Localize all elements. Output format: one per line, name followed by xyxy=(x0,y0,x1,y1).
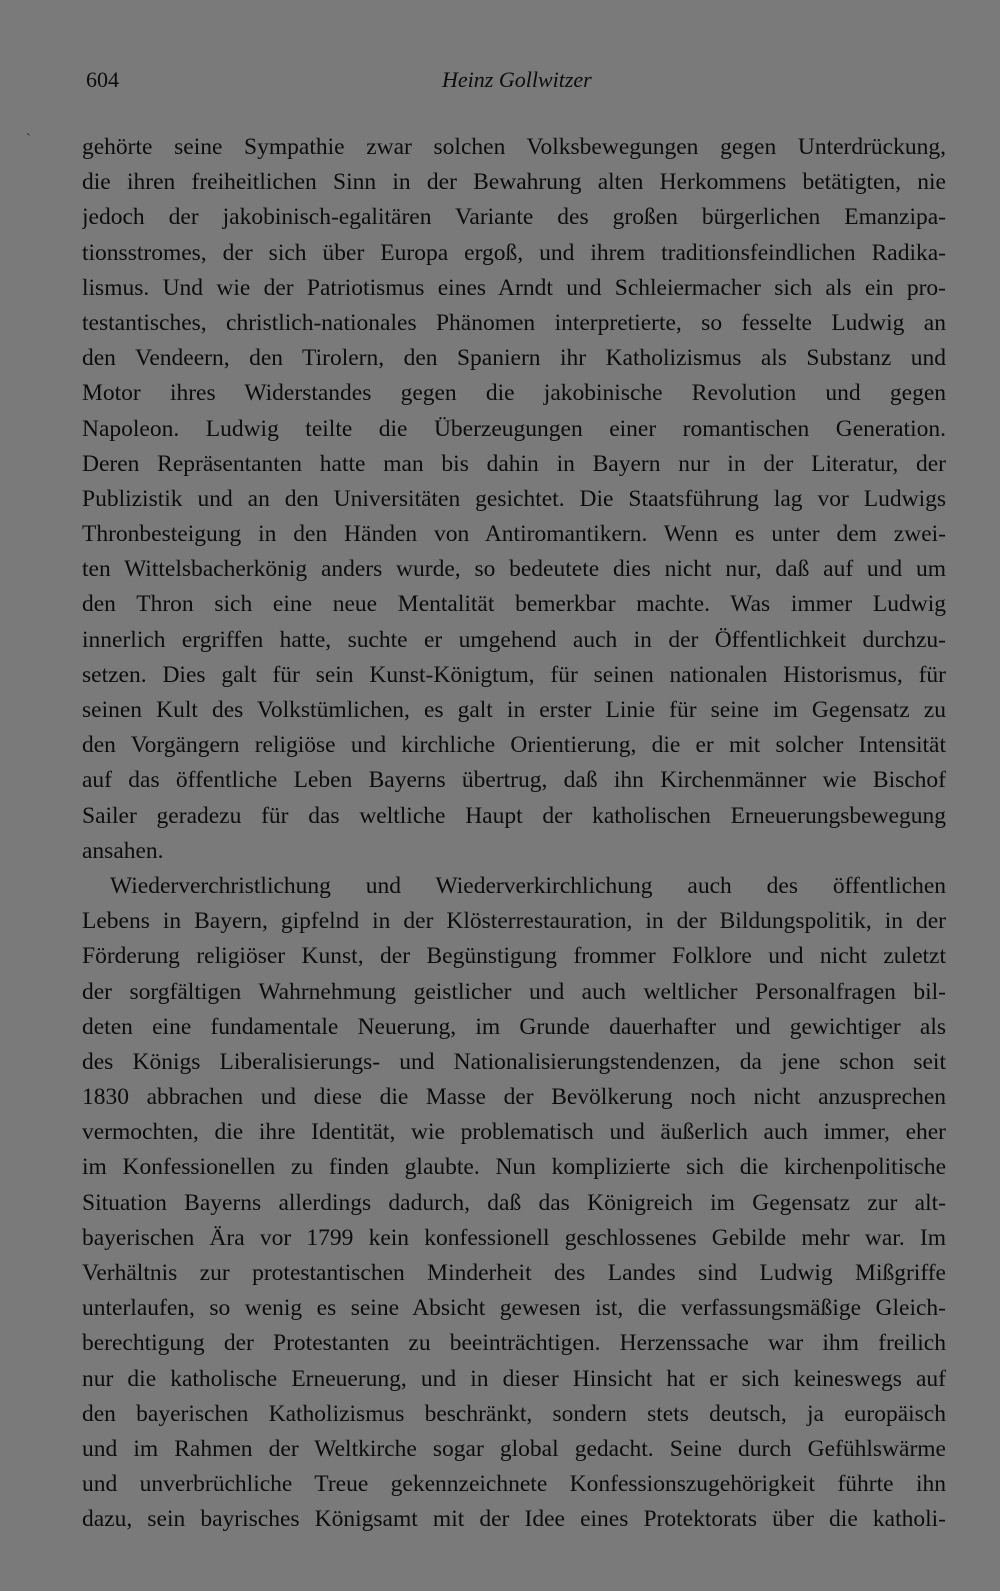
text-line: Verhältnis zur protestantischen Minderheit des Landes sind Ludwig Mißgriffe xyxy=(82,1260,946,1286)
text-line: auf das öffentliche Leben Bayerns übertrug, daß ihn Kirchenmänner wie Bischof xyxy=(82,767,946,794)
text-line: bayerischen Ära vor 1799 kein konfessionell geschlossenes Gebilde mehr war. Im xyxy=(82,1224,946,1251)
body-text xyxy=(82,130,946,1538)
text-line: Deren Repräsentanten hatte man bis dahin in Bayern nur in der Literatur, der xyxy=(82,450,946,477)
running-head xyxy=(86,62,596,98)
text-line: gehörte seine Sympathie zwar solchen Volksbewegungen gegen Unterdrückung, xyxy=(82,134,946,160)
text-line: die ihren freiheitlichen Sinn in der Bewahrung alten Herkommens betätigten, nie xyxy=(82,169,946,196)
text-line: jedoch der jakobinisch-egalitären Variante des großen bürgerlichen Emanzipa- xyxy=(82,204,946,231)
text-line: 1830 abbrachen und diese die Masse der Bevölkerung noch nicht anzusprechen xyxy=(82,1084,946,1111)
page-number: 604 xyxy=(86,67,119,92)
text-line: Sailer geradezu für das weltliche Haupt der katholischen Erneuerungsbewegung xyxy=(82,802,946,829)
text-line: Lebens in Bayern, gipfelnd in der Klösterrestauration, in der Bildungspolitik, in der xyxy=(82,908,946,935)
text-line: nur die katholische Erneuerung, und in dieser Hinsicht hat er sich keineswegs auf xyxy=(82,1365,946,1392)
text-line: ansahen. xyxy=(82,837,164,864)
text-line: innerlich ergriffen hatte, suchte er umgehend auch in der Öffentlichkeit durchzu- xyxy=(82,626,946,653)
text-line: und unverbrüchliche Treue gekennzeichnete Konfessionszugehörigkeit führte ihn xyxy=(82,1471,946,1498)
text-line: Situation Bayerns allerdings dadurch, daß das Königreich im Gegensatz zur alt- xyxy=(82,1189,946,1216)
text-line: tionsstromes, der sich über Europa ergoß, und ihrem traditionsfeindlichen Radika- xyxy=(82,239,946,266)
text-line: Förderung religiöser Kunst, der Begünstigung frommer Folklore und nicht zuletzt xyxy=(82,943,946,970)
text-line: deten eine fundamentale Neuerung, im Grunde dauerhafter und gewichtiger als xyxy=(82,1013,946,1040)
text-line: ten Wittelsbacherkönig anders wurde, so bedeutete dies nicht nur, daß auf und um xyxy=(82,556,946,583)
text-line: berechtigung der Protestanten zu beeinträchtigen. Herzenssache war ihm freilich xyxy=(82,1330,946,1357)
text-line: Napoleon. Ludwig teilte die Überzeugungen einer romantischen Generation. xyxy=(82,415,946,442)
text-line: unterlaufen, so wenig es seine Absicht gewesen ist, die verfassungsmäßige Gleich- xyxy=(82,1295,946,1322)
text-line: testantisches, christlich-nationales Phänomen interpretierte, so fesselte Ludwig an xyxy=(82,309,946,336)
text-line: den Vendeern, den Tirolern, den Spaniern ihr Katholizismus als Substanz und xyxy=(82,345,946,372)
text-line: den Thron sich eine neue Mentalität bemerkbar machte. Was immer Ludwig xyxy=(82,591,946,618)
text-line: Motor ihres Widerstandes gegen die jakobinische Revolution und gegen xyxy=(82,380,946,407)
text-line: dazu, sein bayrisches Königsamt mit der Idee eines Protektorats über die katholi- xyxy=(82,1506,946,1533)
text-line: lismus. Und wie der Patriotismus eines Arndt und Schleiermacher sich als ein pro- xyxy=(82,274,946,301)
text-line: des Königs Liberalisierungs- und Nationalisierungstendenzen, da jene schon seit xyxy=(82,1048,946,1075)
text-line: Thronbesteigung in den Händen von Antiromantikern. Wenn es unter dem zwei- xyxy=(82,521,946,548)
running-title: Heinz Gollwitzer xyxy=(442,67,592,92)
text-line: setzen. Dies galt für sein Kunst-Königtum, für seinen nationalen Historismus, für xyxy=(82,661,946,688)
margin-mark: ` xyxy=(26,132,31,147)
text-line: seinen Kult des Volkstümlichen, es galt in erster Linie für seine im Gegensatz zu xyxy=(82,697,946,723)
paragraph-1 xyxy=(82,130,946,869)
text-line: vermochten, die ihre Identität, wie problematisch und äußerlich auch immer, eher xyxy=(82,1119,946,1146)
text-line: den Vorgängern religiöse und kirchliche Orientierung, die er mit solcher Intensität xyxy=(82,732,946,759)
text-line: den bayerischen Katholizismus beschränkt, sondern stets deutsch, ja europäisch xyxy=(82,1400,946,1427)
text-line: im Konfessionellen zu finden glaubte. Nun komplizierte sich die kirchenpolitische xyxy=(82,1154,946,1181)
paragraph-2 xyxy=(82,869,946,1538)
text-line: der sorgfältigen Wahrnehmung geistlicher und auch weltlicher Personalfragen bil- xyxy=(82,978,946,1005)
text-line: und im Rahmen der Weltkirche sogar global gedacht. Seine durch Gefühlswärme xyxy=(82,1435,946,1462)
text-line: Publizistik und an den Universitäten gesichtet. Die Staatsführung lag vor Ludwigs xyxy=(82,485,946,512)
text-line: Wiederverchristlichung und Wiederverkirchlichung auch des öffentlichen xyxy=(110,872,946,899)
